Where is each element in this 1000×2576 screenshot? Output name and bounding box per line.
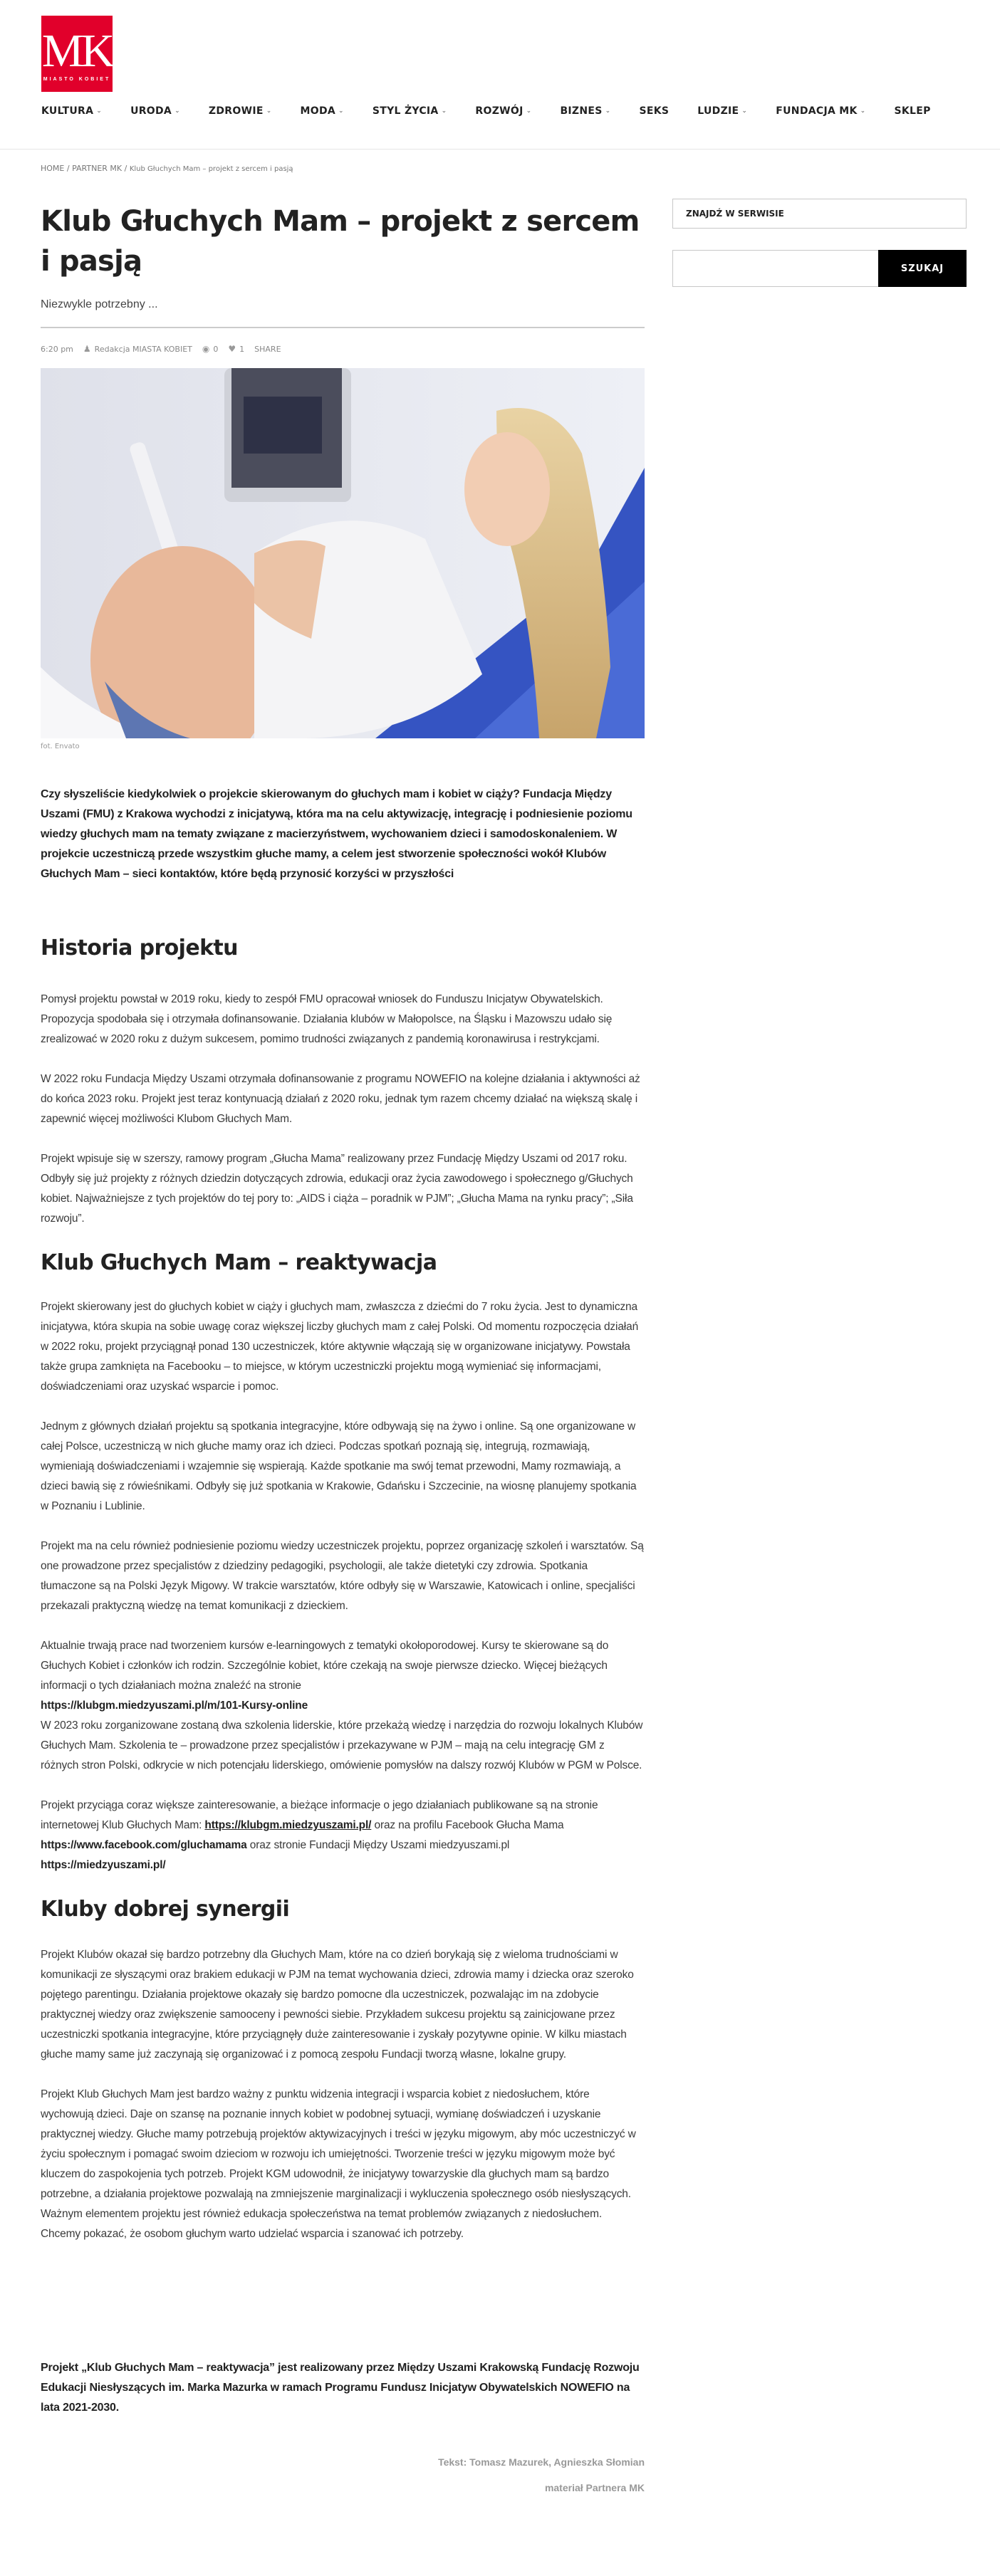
paragraph: Projekt wpisuje się w szerszy, ramowy program „Głucha Mama” realizowany przez Fundację Między Uszami od 2017 roku. Odbyły się już projekty z różnych dziedzin dotyczących zdrowia, edukacji oraz życia zawodowego i społecznego g/Głuchych kobiet. Najważniejsze z tych projektów do tej pory to: „AIDS i ciąża – poradnik w PJM”; „Głucha Mama na rynku pracy”; „Siła rozwoju”. [41,1153,633,1225]
user-icon: ♟ [83,344,91,354]
chevron-down-icon: ⌄ [526,108,532,115]
nav-item-kultura[interactable] [41,105,102,117]
paragraph-courses [41,1636,645,1776]
like-button[interactable] [228,344,244,354]
search-widget-title: ZNAJDŹ W SERWISIE [672,199,967,229]
nav-label: ZDROWIE [208,105,264,117]
article-lead: Czy słyszeliście kiedykolwiek o projekcie skierowanym do głuchych mam i kobiet w ciąży? Fundacja Między Uszami (FMU) z Krakowa wychodzi z inicjatywą, która ma na celu aktywizację, integrację i podniesienie poziomu wiedzy głuchych mam na tematy związane z macierzyństwem, wychowaniem dzieci i samodoskonaleniem. W projekcie uczestniczą przede wszystkim głuche mamy, a celem jest stworzenie społeczności wokół Klubów Głuchych Mam – sieci kontaktów, które będą przynosić korzyści w przyszłości [41,788,632,880]
article-meta [41,344,645,354]
nav-item-fundacja-mk[interactable] [776,105,865,117]
nav-item-biznes[interactable] [560,105,610,117]
paragraph-text: W 2023 roku zorganizowane zostaną dwa szkolenia liderskie, które przekażą wiedzę i narzędzia do rozwoju lokalnych Klubów Głuchych Mam. Szkolenia te – prowadzone przez specjalistów i przekazywane w PJM – mają na celu integrację GM z różnych stron Polski, odkrycie w nich potencjału liderskiego, omówienie pomysłów na dalszy rozwój Klubów w PGM w Polsce. [41,1719,643,1771]
heart-icon: ♥ [228,344,236,354]
nav-item-moda[interactable] [301,105,344,117]
paragraph: Pomysł projektu powstał w 2019 roku, kiedy to zespół FMU opracował wniosek do Funduszu Inicjatyw Obywatelskich. Propozycja spodobała się i otrzymała dofinansowanie. Działania klubów w Małopolsce, na Śląsku i Mazowszu udało się zrealizować w 2020 roku z dużym sukcesem, pomimo trudności związanych z pandemią koronawirusa i restrykcjami. [41,993,613,1045]
nav-item-styl-zycia[interactable] [373,105,447,117]
nav-label: LUDZIE [697,105,739,117]
pregnant-woman-ultrasound-photo [41,368,645,738]
section-heading: Kluby dobrej synergii [41,1897,290,1922]
article-title: Klub Głuchych Mam – projekt z sercem i pasją [41,205,640,278]
post-time: 6:20 pm [41,344,73,354]
paragraph: Projekt Klub Głuchych Mam jest bardzo ważny z punktu widzenia integracji i wsparcia kobiet z niedosłuchem, które wychowują dzieci. Daje on szansę na poznanie innych kobiet w podobnej sytuacji, wymianę doświadczeń i uzyskanie praktycznej wiedzy. Głuche mamy potrzebują projektów aktywizacyjnych i treści w języku migowym, aby móc uczestniczyć w życiu społecznym i pomagać swoim dzieciom w rozwoju ich umiejętności. Tworzenie treści w języku migowym może być kluczem do zaspokojenia tych potrzeb. Projekt KGM udowodnił, że inicjatywy towarzyskie dla głuchych mam są bardzo potrzebne, a działania projektowe pozwalają na zmniejszenie marginalizacji i wykluczenia społecznego osób niesłyszących. Ważnym elementem projektu jest również edukacja społeczeństwa na temat problemów związanych z niedosłuchem. Chcemy pokazać, że osobom głuchym warto udzielać wsparcia i szanować ich potrzeby. [41,2088,636,2240]
paragraph: Projekt Klubów okazał się bardzo potrzebny dla Głuchych Mam, które na co dzień borykają się z wieloma trudnościami w komunikacji ze słyszącymi oraz brakiem edukacji w PJM na temat wychowania dzieci, zdrowia mamy i dziecka oraz szeroko pojętego parentingu. Działania projektowe okazały się bardzo pomocne dla uczestniczek, pozwalając im na zdobycie praktycznej wiedzy oraz zwiększenie samooceny i pewności siebie. Przykładem sukcesu projektu są zainicjowane przez uczestniczki spotkania integracyjne, które przyciągnęły duże zainteresowanie i zyskały pozytywne opinie. W kilku miastach głuche mamy same już zaczynają się organizować i z pomocą zespołu Fundacji tworzą własne, lokalne grupy. [41,1949,634,2061]
chevron-down-icon: ⌄ [441,108,447,115]
chevron-down-icon: ⌄ [860,108,866,115]
site-logo[interactable] [41,16,113,92]
nav-item-zdrowie[interactable] [209,105,272,117]
share-button[interactable]: SHARE [254,344,281,354]
comment-icon: ◉ [202,344,210,354]
paragraph-text: oraz na profilu Facebook Głucha Mama [371,1819,564,1831]
chevron-down-icon: ⌄ [266,108,272,115]
author-link[interactable] [83,344,192,354]
nav-label: MODA [300,105,336,117]
nav-item-sklep[interactable] [895,105,931,117]
paragraph: Jednym z głównych działań projektu są spotkania integracyjne, które odbywają się na żywo i online. Są one organizowane w całej Polsce, uczestniczą w nich głuche mamy oraz ich dzieci. Podczas spotkań poznają się, integrują, rozmawiają, wymieniają doświadczeniami i wzajemnie się wspierają. Każde spotkanie ma swój temat przewodni, Mamy rozmawiają, a dzieci bawią się z rówieśnikami. Odbyły się już spotkania w Krakowie, Gdańsku i Szczecinie, na wiosnę planujemy spotkania w Poznaniu i Lublinie. [41,1420,637,1512]
facebook-link[interactable]: https://www.facebook.com/gluchamama [41,1839,247,1851]
paragraph: Projekt ma na celu również podniesienie poziomu wiedzy uczestniczek projektu, poprzez organizację szkoleń i warsztatów. Są one prowadzone przez specjalistów z dziedziny pedagogiki, psychologii, ale także dietetyki czy zdrowia. Spotkania tłumaczone są na Polski Język Migowy. W trakcie warsztatów, które odbyły się w Warszawie, Katowicach i online, specjaliści przekazali praktyczną wiedzę na temat komunikacji z dzieckiem. [41,1540,644,1612]
breadcrumb [41,164,645,173]
site-header [0,0,1000,150]
nav-label: SKLEP [894,105,931,117]
breadcrumb-current: Klub Głuchych Mam – projekt z sercem i pasją [129,165,293,173]
article [41,157,645,2493]
chevron-down-icon: ⌄ [96,108,103,115]
nav-label: BIZNES [560,105,603,117]
paragraph-text: oraz stronie Fundacji Między Uszami miedzyuszami.pl [246,1839,510,1851]
search-button[interactable]: SZUKAJ [878,250,967,287]
article-excerpt: Niezwykle potrzebny ... [41,298,158,310]
paragraph: W 2022 roku Fundacja Między Uszami otrzymała dofinansowanie z programu NOWEFIO na kolejne działania i aktywności aż do końca 2023 roku. Projekt jest teraz kontynuacją działań z 2020 roku, jednak tym razem chcemy działać na większą skalę i zapewnić więcej możliwości Klubom Głuchych Mam. [41,1073,640,1125]
paragraph-text: Aktualnie trwają prace nad tworzeniem kursów e-learningowych z tematyki okołoporodowej. Kursy te skierowane są do Głuchych Kobiet i członków ich rodzin. Szczególnie kobiet, które czekają na swoje pierwsze dziecko. Więcej bieżących informacji o tych działaniach można znaleźć na stronie [41,1640,609,1692]
search-form [672,250,967,287]
comment-count: 0 [213,344,219,354]
klubgm-link[interactable]: https://klubgm.miedzyuszami.pl/ [204,1819,372,1831]
chevron-down-icon: ⌄ [338,108,344,115]
image-caption: fot. Envato [41,743,80,750]
nav-label: URODA [130,105,172,117]
breadcrumb-separator: / [64,164,73,173]
nav-label: FUNDACJA MK [776,105,858,117]
search-input[interactable] [672,250,878,287]
sidebar [672,199,967,287]
nav-item-seks[interactable] [640,105,670,117]
author-name: Redakcja MIASTA KOBIET [94,344,192,354]
paragraph-text: Projekt przyciąga coraz większe zainteresowanie, a bieżące informacje o jego działaniach publikowane są na stronie internetowej Klub Głuchych Mam: [41,1799,598,1831]
chevron-down-icon: ⌄ [175,108,180,115]
nav-label: KULTURA [41,105,94,117]
paragraph-links [41,1796,645,1875]
funding-note: Projekt „Klub Głuchych Mam – reaktywacja” jest realizowany przez Między Uszami Krakowską Fundację Rozwoju Edukacji Niesłyszących im. Marka Mazurka w ramach Programu Fundusz Inicjatyw Obywatelskich NOWEFIO na lata 2021-2030. [41,2362,640,2414]
courses-link[interactable]: https://klubgm.miedzyuszami.pl/m/101-Kursy-online [41,1700,308,1712]
nav-label: ROZWÓJ [475,105,524,117]
section-heading: Historia projektu [41,936,238,960]
breadcrumb-home[interactable]: HOME [41,164,65,173]
partner-credit: materiał Partnera MK [544,2482,645,2493]
logo-tagline: MIASTO KOBIET [43,77,111,82]
chevron-down-icon: ⌄ [741,108,748,115]
breadcrumb-category[interactable]: PARTNER MK [72,164,123,173]
like-count: 1 [239,344,245,354]
author-credit: Tekst: Tomasz Mazurek, Agnieszka Słomian [438,2456,645,2468]
main-nav [41,105,931,117]
paragraph: Projekt skierowany jest do głuchych kobiet w ciąży i głuchych mam, zwłaszcza z dziećmi do 7 roku życia. Jest to dynamiczna inicjatywa, która skupia na sobie uwagę coraz większej liczby głuchych mam z całej Polski. Od momentu rozpoczęcia działań w 2022 roku, projekt przyciągnął ponad 130 uczestniczek, które aktywnie włączają się w organizowane inicjatywy. Powstała także grupa zamknięta na Facebooku – to miejsce, w którym uczestniczki projektu mogą wymieniać się informacjami, doświadczeniami oraz uzyskać wsparcie i pomoc. [41,1301,639,1393]
nav-item-ludzie[interactable] [697,105,747,117]
divider [41,327,645,328]
chevron-down-icon: ⌄ [605,108,611,115]
nav-label: STYL ŻYCIA [372,105,439,117]
hero-image [41,368,645,738]
section-heading: Klub Głuchych Mam – reaktywacja [41,1250,437,1275]
breadcrumb-separator: / [122,164,130,173]
nav-label: SEKS [639,105,670,117]
comments-link[interactable] [202,344,218,354]
nav-item-rozwoj[interactable] [475,105,531,117]
nav-item-uroda[interactable] [130,105,180,117]
miedzyuszami-link[interactable]: https://miedzyuszami.pl/ [41,1859,166,1871]
logo-mark: MK [41,25,113,77]
